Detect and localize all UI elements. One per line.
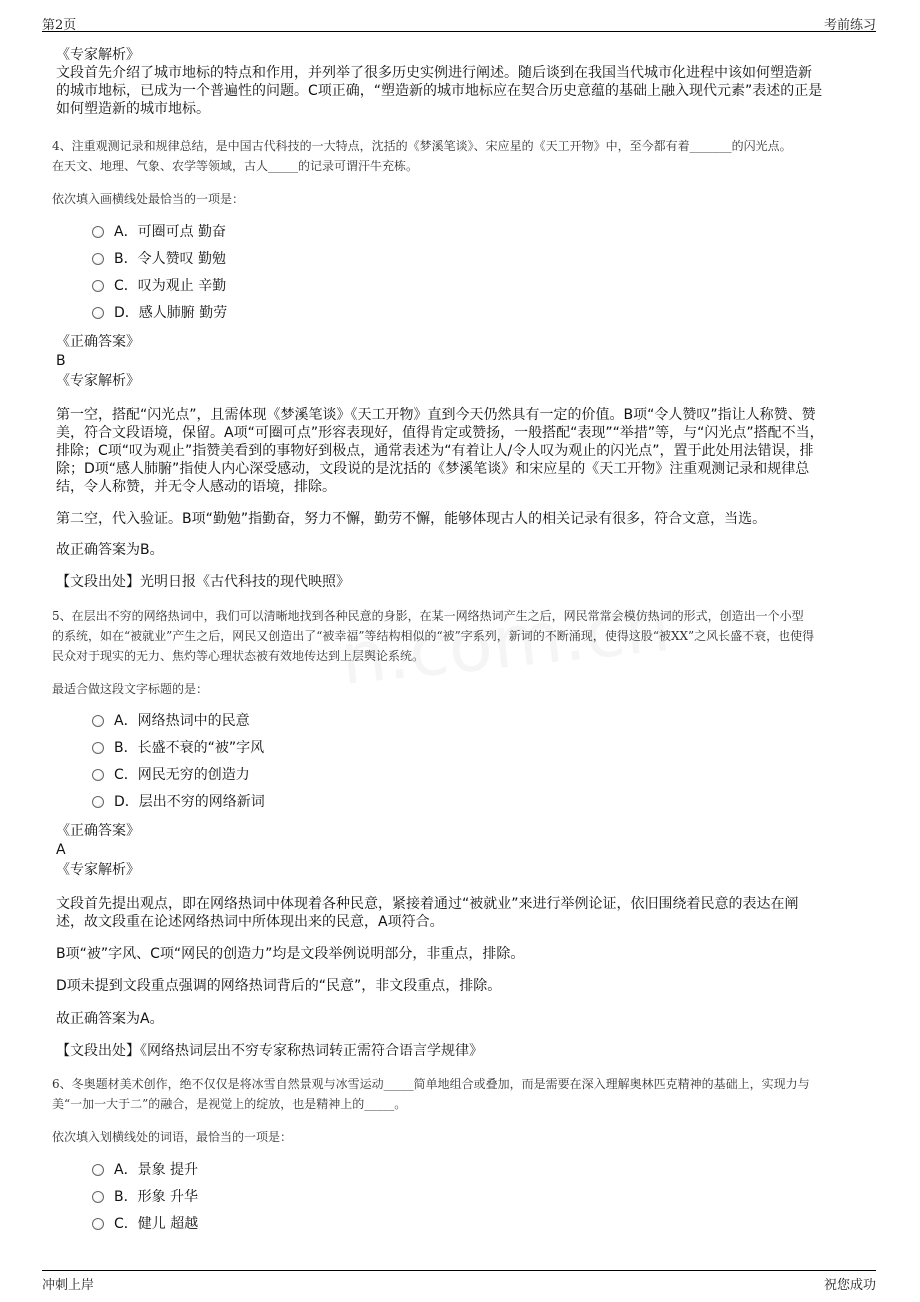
analysis-line: 的城市地标，已成为一个普遍性的问题。C项正确，“塑造新的城市地标应在契合历史意蕴的基础上融入现代元素”表述的正是 (56, 83, 823, 99)
question-stem: 5、在层出不穷的网络热词中，我们可以清晰地找到各种民意的身影，在某一网络热词产生之后，网民常常会模仿热词的形式，创造出一个小型 (52, 609, 804, 623)
analysis-label: 《专家解析》 (56, 47, 140, 63)
question-prompt: 依次填入画横线处最恰当的一项是： (52, 192, 245, 206)
question-stem: 的系统，如在“被就业”产生之后，网民又创造出了“被幸福”等结构相似的“被”字系列，新词的不断涌现，使得这股“被XX”之风长盛不衰，也使得 (52, 629, 815, 643)
page-footer (42, 1270, 876, 1302)
option-d[interactable]: D．层出不穷的网络新词 (92, 792, 265, 812)
option-c[interactable]: C．叹为观止 辛勤 (92, 276, 226, 296)
radio-icon[interactable] (92, 280, 104, 292)
answer-conclusion: 故正确答案为A。 (56, 1011, 164, 1027)
option-b[interactable]: B．长盛不衰的“被”字风 (92, 738, 264, 758)
page-header (42, 0, 876, 32)
analysis-line: 如何塑造新的城市地标。 (56, 101, 210, 117)
option-d[interactable]: D．感人肺腑 勤劳 (92, 303, 227, 323)
page-number: 第2页 (42, 18, 77, 33)
analysis-line: 第一空，搭配“闪光点”，且需体现《梦溪笔谈》《天工开物》直到今天仍然具有一定的价值。B项“令人赞叹”指让人称赞、赞 (56, 407, 816, 423)
analysis-line: 结，令人称赞，并无令人感动的语境，排除。 (56, 479, 336, 495)
radio-icon[interactable] (92, 307, 104, 319)
source-citation: 【文段出处】《网络热词层出不穷专家称热词转正需符合语言学规律》 (56, 1043, 483, 1059)
analysis-label: 《专家解析》 (56, 373, 140, 389)
analysis-line: 文段首先介绍了城市地标的特点和作用，并列举了很多历史实例进行阐述。随后谈到在我国当代城市化进程中该如何塑造新 (56, 65, 812, 81)
footer-right: 祝您成功 (823, 1278, 876, 1293)
radio-icon[interactable] (92, 715, 104, 727)
answer-label: 《正确答案》 (56, 823, 140, 839)
header-title: 考前练习 (823, 18, 876, 33)
radio-icon[interactable] (92, 796, 104, 808)
question-stem: 6、冬奥题材美术创作，绝不仅仅是将冰雪自然景观与冰雪运动_____简单地组合或叠加，而是需要在深入理解奥林匹克精神的基础上，实现力与 (52, 1077, 810, 1091)
radio-icon[interactable] (92, 1191, 104, 1203)
radio-icon[interactable] (92, 226, 104, 238)
analysis-line: 美，符合文段语境，保留。A项“可圈可点”形容表现好，值得肯定或赞扬，一般搭配“表现”“举措”等，与“闪光点”搭配不当， (56, 425, 824, 441)
source-citation: 【文段出处】光明日报《古代科技的现代映照》 (56, 574, 350, 590)
radio-icon[interactable] (92, 1218, 104, 1230)
option-a[interactable]: A．景象 提升 (92, 1160, 198, 1180)
analysis-label: 《专家解析》 (56, 862, 140, 878)
answer-conclusion: 故正确答案为B。 (56, 542, 164, 558)
footer-left: 冲刺上岸 (42, 1278, 95, 1293)
analysis-line: 除；D项“感人肺腑”指使人内心深受感动，文段说的是沈括的《梦溪笔谈》和宋应星的《天工开物》注重观测记录和规律总 (56, 461, 810, 477)
analysis-line: D项未提到文段重点强调的网络热词背后的“民意”，非文段重点，排除。 (56, 978, 502, 994)
question-stem: 民众对于现实的无力、焦灼等心理状态被有效地传达到上层舆论系统。 (52, 649, 425, 663)
option-b[interactable]: B．令人赞叹 勤勉 (92, 249, 226, 269)
radio-icon[interactable] (92, 1164, 104, 1176)
question-stem: 4、注重观测记录和规律总结，是中国古代科技的一大特点，沈括的《梦溪笔谈》、宋应星的《天工开物》中，至今都有着_______的闪光点。 (52, 139, 792, 153)
option-b[interactable]: B．形象 升华 (92, 1187, 198, 1207)
question-prompt: 依次填入划横线处的词语，最恰当的一项是： (52, 1130, 293, 1144)
option-c[interactable]: C．健儿 超越 (92, 1214, 198, 1234)
answer-value: B (56, 353, 66, 369)
question-prompt: 最适合做这段文字标题的是： (52, 682, 209, 696)
option-a[interactable]: A．可圈可点 勤奋 (92, 222, 226, 242)
answer-value: A (56, 842, 66, 858)
radio-icon[interactable] (92, 769, 104, 781)
radio-icon[interactable] (92, 253, 104, 265)
analysis-line: 文段首先提出观点，即在网络热词中体现着各种民意，紧接着通过“被就业”来进行举例论证，依旧围绕着民意的表达在阐 (56, 896, 799, 912)
answer-label: 《正确答案》 (56, 334, 140, 350)
analysis-line: 述，故文段重在论述网络热词中所体现出来的民意，A项符合。 (56, 914, 444, 930)
option-c[interactable]: C．网民无穷的创造力 (92, 765, 250, 785)
radio-icon[interactable] (92, 742, 104, 754)
option-a[interactable]: A．网络热词中的民意 (92, 711, 250, 731)
analysis-line: 第二空，代入验证。B项“勤勉”指勤奋，努力不懈，勤劳不懈，能够体现古人的相关记录有很多，符合文意，当选。 (56, 511, 767, 527)
question-stem: 在天文、地理、气象、农学等领域，古人_____的记录可谓汗牛充栋。 (52, 159, 419, 173)
question-stem: 美“一加一大于二”的融合，是视觉上的绽放，也是精神上的_____。 (52, 1097, 407, 1111)
analysis-line: B项“被”字风、C项“网民的创造力”均是文段举例说明部分，非重点，排除。 (56, 946, 525, 962)
analysis-line: 排除；C项“叹为观止”指赞美看到的事物好到极点，通常表述为“有着让人/令人叹为观止的闪光点”，置于此处用法错误，排 (56, 443, 814, 459)
